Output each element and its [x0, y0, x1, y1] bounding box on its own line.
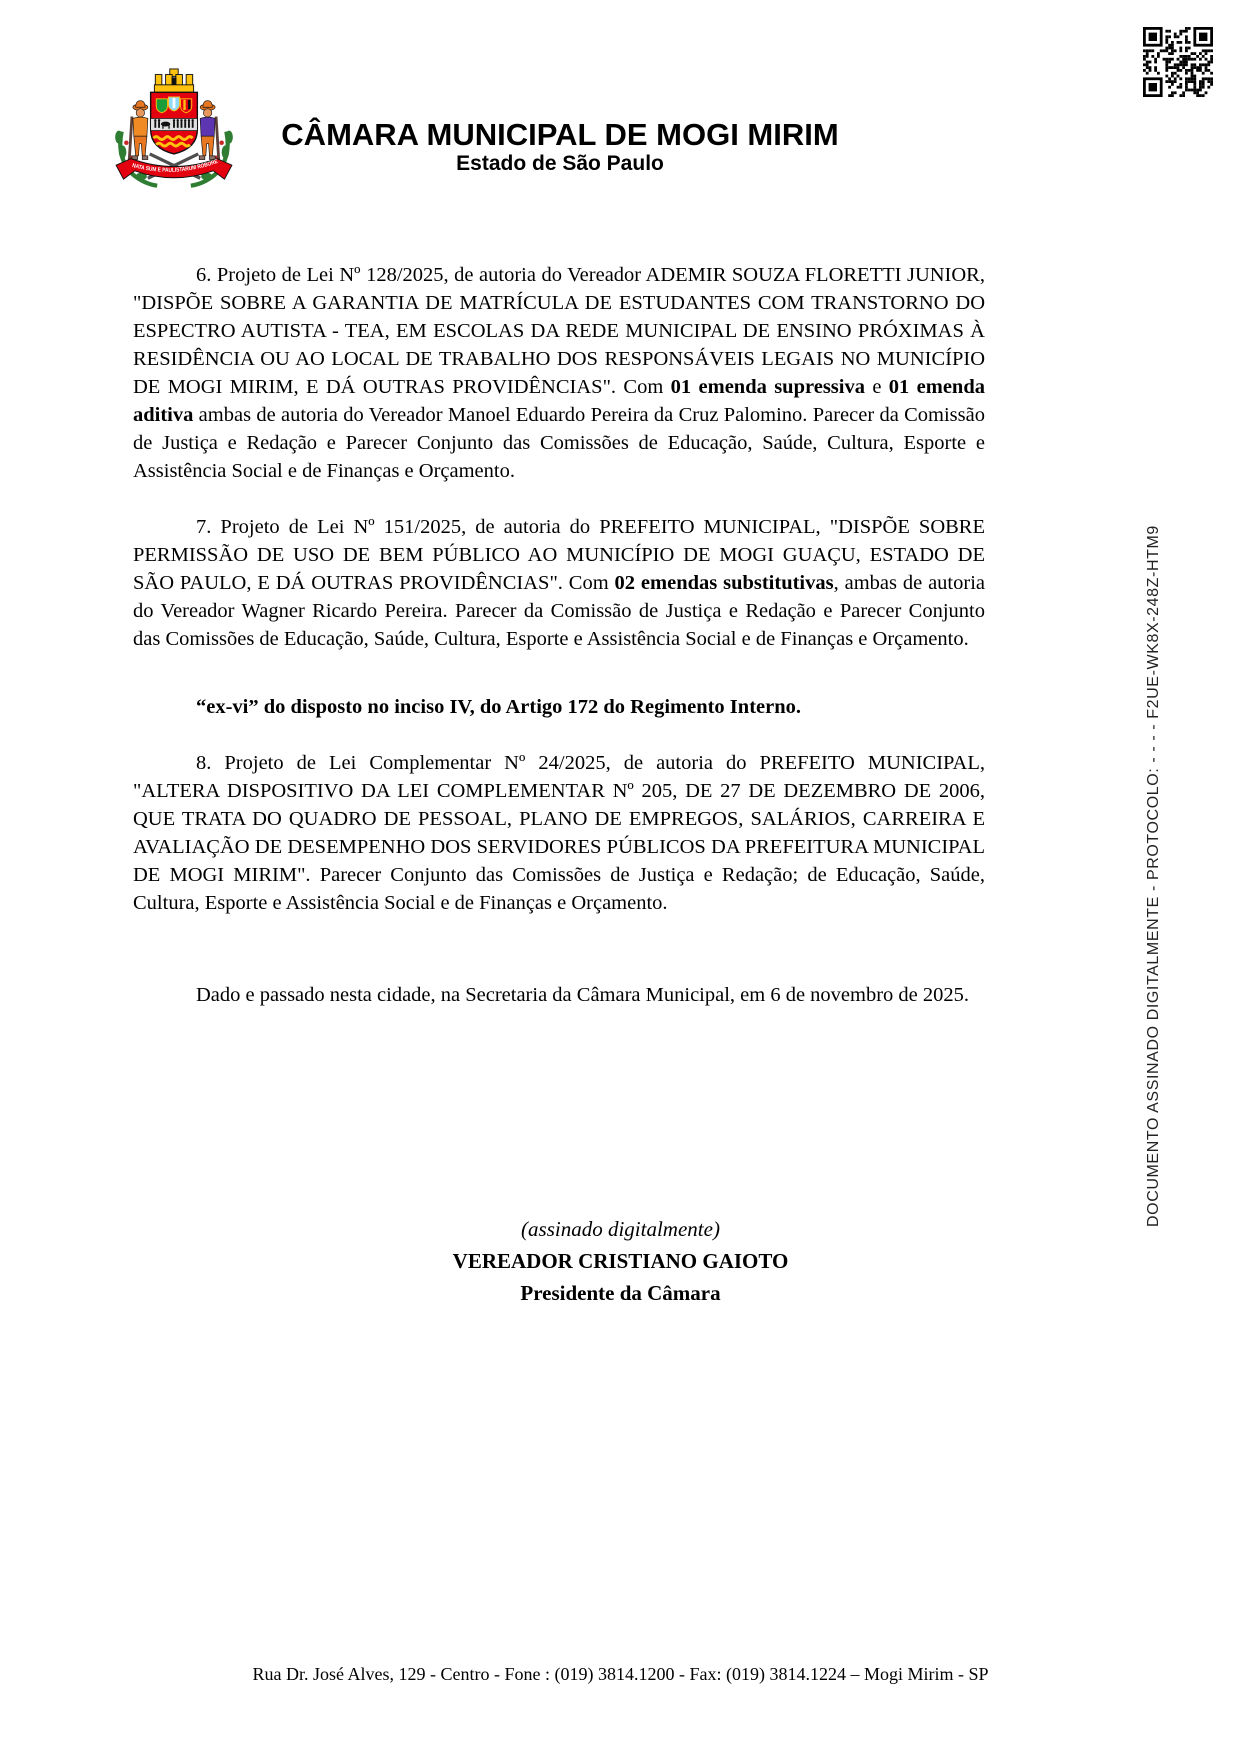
paragraph-dado-e-passado: Dado e passado nesta cidade, na Secretaria da Câmara Municipal, em 6 de novembro de 2025. — [196, 984, 970, 1006]
paragraph-item-6: 6. Projeto de Lei Nº 128/2025, de autoria do Vereador ADEMIR SOUZA FLORETTI JUNIOR, "DISPÕE SOBRE A GARANTIA DE MATRÍCULA DE ESTUDANTES COM TRANSTORNO DO ESPECTRO AUTISTA - TEA, EM ESCOLAS DA REDE MUNICIPAL DE ENSINO PRÓXIMAS À RESIDÊNCIA OU AO LOCAL DE TRABALHO DOS RESPONSÁVEIS LEGAIS NO MUNICÍPIO DE MOGI MIRIM, E DÁ OUTRAS PROVIDÊNCIAS". Com 01 emenda supressiva e 01 emenda aditiva ambas de autoria do Vereador Manoel Eduardo Pereira da Cruz Palomino. Parecer da Comissão de Justiça e Redação e Parecer Conjunto das Comissões de Educação, Saúde, Cultura, Esporte e Assistência Social e de Finanças e Orçamento. — [133, 264, 985, 482]
footer-address: Rua Dr. José Alves, 129 - Centro - Fone : (019) 3814.1200 - Fax: (019) 3814.1224 – Mogi Mirim - SP — [252, 1664, 989, 1684]
protocol-vertical-text: DOCUMENTO ASSINADO DIGITALMENTE - PROTOCOLO: - - - - F2UE-WK8X-248Z-HTM9 — [1145, 525, 1162, 1227]
qr-code — [1143, 27, 1213, 97]
org-subtitle: Estado de São Paulo — [456, 152, 664, 175]
crest-motto: NATA SUM E PAULISTARUM ROBORE — [131, 158, 220, 174]
signer-role: Presidente da Câmara — [520, 1281, 721, 1305]
org-title: CÂMARA MUNICIPAL DE MOGI MIRIM — [281, 117, 839, 152]
paragraph-item-7: 7. Projeto de Lei Nº 151/2025, de autoria do PREFEITO MUNICIPAL, "DISPÕE SOBRE PERMISSÃO DE USO DE BEM PÚBLICO AO MUNICÍPIO DE MOGI GUAÇU, ESTADO DE SÃO PAULO, E DÁ OUTRAS PROVIDÊNCIAS". Com 02 emendas substitutivas, ambas de autoria do Vereador Wagner Ricardo Pereira. Parecer da Comissão de Justiça e Redação e Parecer Conjunto das Comissões de Educação, Saúde, Cultura, Esporte e Assistência Social e de Finanças e Orçamento. — [133, 516, 985, 650]
left-bandeirante-figure — [129, 101, 148, 162]
paragraph-item-8: 8. Projeto de Lei Complementar Nº 24/2025, de autoria do PREFEITO MUNICIPAL, "ALTERA DISPOSITIVO DA LEI COMPLEMENTAR Nº 205, DE 27 DE DEZEMBRO DE 2006, QUE TRATA DO QUADRO DE PESSOAL, PLANO DE EMPREGOS, SALÁRIOS, CARREIRA E AVALIAÇÃO DE DESEMPENHO DOS SERVIDORES PÚBLICOS DA PREFEITURA MUNICIPAL DE MOGI MIRIM". Parecer Conjunto das Comissões de Justiça e Redação; de Educação, Saúde, Cultura, Esporte e Assistência Social e de Finanças e Orçamento. — [133, 752, 985, 914]
signature-block — [0, 1213, 1241, 1309]
signature-note: (assinado digitalmente) — [521, 1217, 720, 1241]
document-body — [133, 261, 985, 1037]
paragraph-ex-vi: “ex-vi” do disposto no inciso IV, do Artigo 172 do Regimento Interno. — [196, 696, 801, 718]
signer-name: VEREADOR CRISTIANO GAIOTO — [452, 1249, 789, 1273]
mural-crown — [154, 69, 193, 92]
